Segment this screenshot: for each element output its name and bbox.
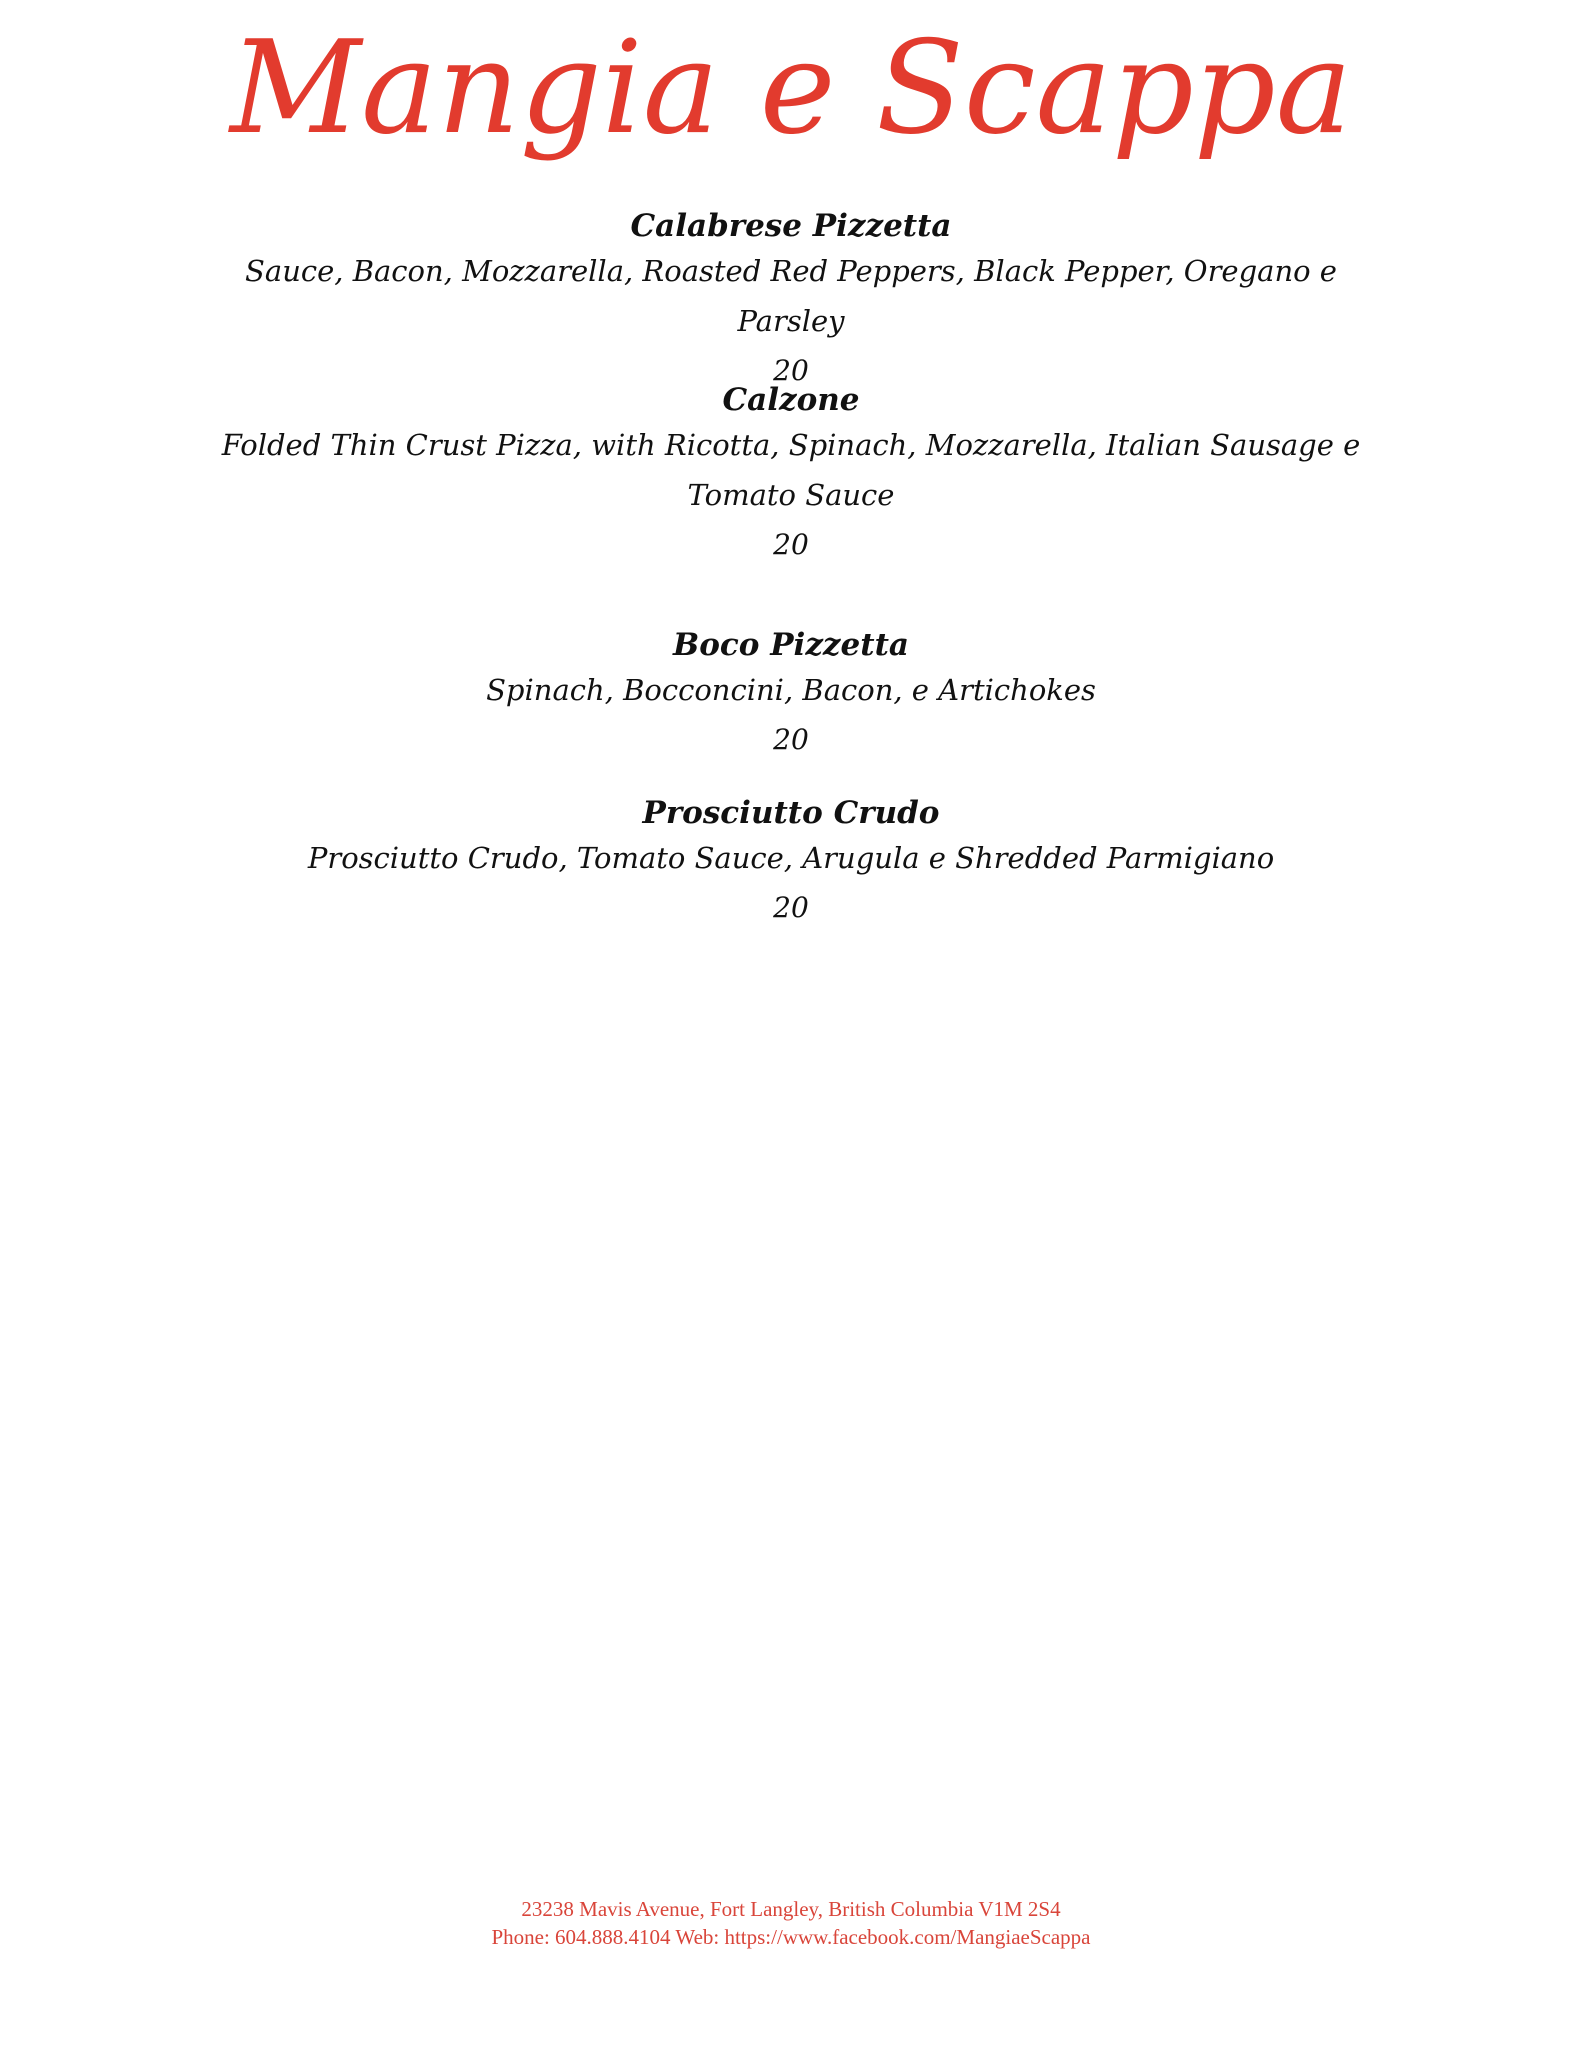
restaurant-title: Mangia e Scappa	[230, 14, 1352, 163]
menu-item-name: Prosciutto Crudo	[642, 795, 940, 831]
menu-item-boco-pizzetta	[0, 625, 1582, 765]
menu-item-description: Prosciutto Crudo, Tomato Sauce, Arugula e Shredded Parmigiano	[307, 841, 1275, 875]
menu-item-name: Boco Pizzetta	[673, 627, 909, 663]
menu-item-calabrese-pizzetta	[0, 206, 1582, 396]
footer-address: 23238 Mavis Avenue, Fort Langley, British Columbia V1M 2S4	[521, 1897, 1061, 1921]
menu-item-name: Calabrese Pizzetta	[630, 208, 952, 244]
menu-item-description: Sauce, Bacon, Mozzarella, Roasted Red Peppers, Black Pepper, Oregano e Parsley	[245, 254, 1337, 338]
menu-item-calzone	[0, 380, 1582, 570]
menu-item-price: 20	[773, 528, 809, 561]
menu-item-description: Folded Thin Crust Pizza, with Ricotta, Spinach, Mozzarella, Italian Sausage e Tomato Sauce	[221, 428, 1361, 512]
menu-item-description: Spinach, Bocconcini, Bacon, e Artichokes	[486, 673, 1096, 707]
menu-item-price: 20	[773, 891, 809, 924]
menu-item-prosciutto-crudo	[0, 793, 1582, 933]
footer	[0, 1895, 1582, 1951]
menu-item-name: Calzone	[722, 382, 860, 418]
footer-contact: Phone: 604.888.4104 Web: https://www.facebook.com/MangiaeScappa	[491, 1925, 1091, 1949]
menu-item-price: 20	[773, 354, 809, 387]
menu-item-price: 20	[773, 723, 809, 756]
